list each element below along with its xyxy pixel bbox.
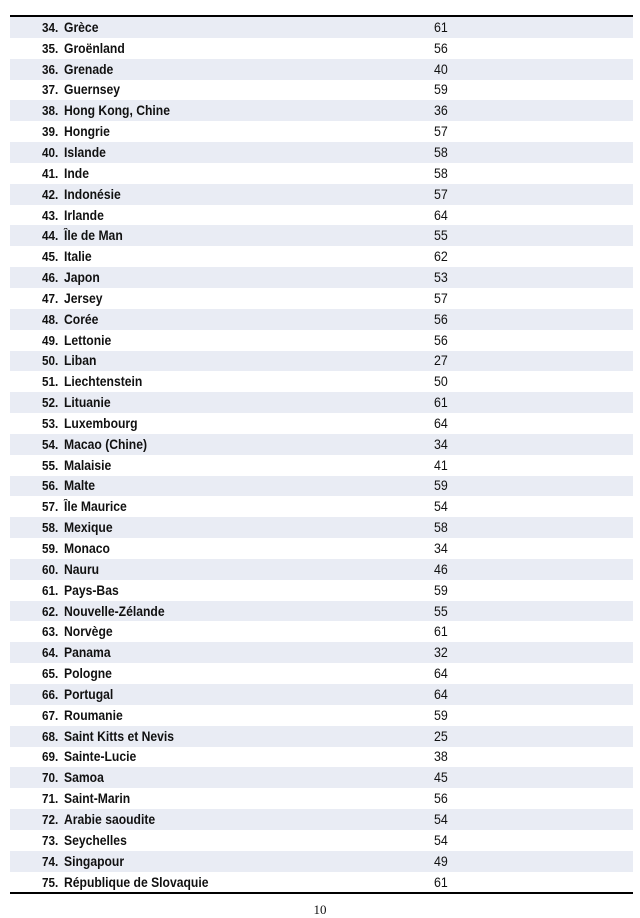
table-row [10, 788, 633, 809]
country-name: Grenade [64, 61, 114, 77]
score-value: 55 [434, 603, 448, 619]
country-name: Malaisie [64, 457, 112, 473]
page-number: 10 [313, 902, 327, 917]
score-value: 38 [434, 749, 448, 765]
country-name: Malte [64, 478, 96, 494]
table-row [10, 100, 633, 121]
score-value: 57 [434, 124, 448, 140]
country-name: Monaco [64, 541, 110, 557]
country-name: Hong Kong, Chine [64, 103, 170, 119]
table-row [10, 246, 633, 267]
country-name: Samoa [64, 770, 104, 786]
country-name: Groënland [64, 40, 125, 56]
table-row [10, 371, 633, 392]
table-row [10, 38, 633, 59]
table-row [10, 517, 633, 538]
rank-number: 66. [42, 686, 59, 702]
score-value: 54 [434, 811, 448, 827]
country-name: Roumanie [64, 707, 123, 723]
country-name: Grèce [64, 19, 99, 35]
rank-number: 38. [42, 103, 59, 119]
rank-number: 75. [42, 874, 59, 890]
country-name: Liechtenstein [64, 374, 143, 390]
country-name: Pays-Bas [64, 582, 119, 598]
rank-number: 34. [42, 19, 59, 35]
country-name: Saint-Marin [64, 791, 131, 807]
score-value: 64 [434, 686, 448, 702]
score-value: 64 [434, 207, 448, 223]
rank-number: 57. [42, 499, 59, 515]
score-value: 59 [434, 582, 448, 598]
rank-number: 39. [42, 124, 59, 140]
table-row [10, 17, 633, 38]
rank-number: 51. [42, 374, 59, 390]
rank-number: 63. [42, 624, 59, 640]
country-name: Panama [64, 645, 111, 661]
score-value: 62 [434, 249, 448, 265]
table-row [10, 705, 633, 726]
score-value: 57 [434, 186, 448, 202]
rank-number: 45. [42, 249, 59, 265]
country-name: Île Maurice [64, 499, 127, 515]
rank-number: 54. [42, 436, 59, 452]
score-value: 64 [434, 666, 448, 682]
score-value: 50 [434, 374, 448, 390]
score-value: 58 [434, 165, 448, 181]
country-name: Nouvelle-Zélande [64, 603, 165, 619]
country-name: Pologne [64, 666, 112, 682]
rank-number: 44. [42, 228, 59, 244]
rank-number: 43. [42, 207, 59, 223]
score-value: 45 [434, 770, 448, 786]
score-value: 58 [434, 520, 448, 536]
rank-number: 73. [42, 832, 59, 848]
table-row [10, 288, 633, 309]
table-row [10, 330, 633, 351]
rank-number: 50. [42, 353, 59, 369]
country-name: Norvège [64, 624, 113, 640]
country-name: Saint Kitts et Nevis [64, 728, 175, 744]
table-row [10, 80, 633, 101]
table-row [10, 413, 633, 434]
rank-number: 59. [42, 541, 59, 557]
score-value: 57 [434, 290, 448, 306]
score-value: 40 [434, 61, 448, 77]
country-name: Indonésie [64, 186, 121, 202]
table-row [10, 830, 633, 851]
rank-number: 49. [42, 332, 59, 348]
rank-number: 47. [42, 290, 59, 306]
score-value: 36 [434, 103, 448, 119]
rank-number: 69. [42, 749, 59, 765]
table-row [10, 726, 633, 747]
table-row [10, 267, 633, 288]
rank-number: 40. [42, 144, 59, 160]
score-value: 34 [434, 436, 448, 452]
score-value: 54 [434, 499, 448, 515]
rank-number: 58. [42, 520, 59, 536]
rank-number: 35. [42, 40, 59, 56]
rank-number: 41. [42, 165, 59, 181]
rank-number: 64. [42, 645, 59, 661]
country-name: Lettonie [64, 332, 112, 348]
country-name: Seychelles [64, 832, 127, 848]
table-row [10, 205, 633, 226]
table-row [10, 872, 633, 893]
rank-number: 48. [42, 311, 59, 327]
rank-number: 37. [42, 82, 59, 98]
country-name: Portugal [64, 686, 114, 702]
score-value: 56 [434, 40, 448, 56]
country-name: Macao (Chine) [64, 436, 148, 452]
country-score-table [10, 15, 633, 894]
country-name: Arabie saoudite [64, 811, 156, 827]
score-value: 61 [434, 395, 448, 411]
score-value: 54 [434, 832, 448, 848]
score-value: 32 [434, 645, 448, 661]
rank-number: 62. [42, 603, 59, 619]
rank-number: 52. [42, 395, 59, 411]
score-value: 56 [434, 332, 448, 348]
table-row [10, 538, 633, 559]
score-value: 41 [434, 457, 448, 473]
table-row [10, 184, 633, 205]
table-row [10, 392, 633, 413]
country-name: République de Slovaquie [64, 874, 209, 890]
table-row [10, 309, 633, 330]
table-row [10, 163, 633, 184]
table-row [10, 601, 633, 622]
country-name: Île de Man [64, 228, 123, 244]
score-value: 59 [434, 82, 448, 98]
rank-number: 56. [42, 478, 59, 494]
score-value: 61 [434, 624, 448, 640]
rank-number: 53. [42, 415, 59, 431]
score-value: 25 [434, 728, 448, 744]
rank-number: 55. [42, 457, 59, 473]
score-value: 49 [434, 853, 448, 869]
table-row [10, 809, 633, 830]
table-row [10, 747, 633, 768]
table-row [10, 142, 633, 163]
rank-number: 61. [42, 582, 59, 598]
rank-number: 36. [42, 61, 59, 77]
score-value: 56 [434, 311, 448, 327]
score-value: 56 [434, 791, 448, 807]
country-name: Mexique [64, 520, 113, 536]
country-name: Jersey [64, 290, 103, 306]
table-row [10, 580, 633, 601]
country-name: Japon [64, 270, 100, 286]
score-value: 34 [434, 541, 448, 557]
country-name: Nauru [64, 561, 100, 577]
country-name: Inde [64, 165, 89, 181]
table-row [10, 663, 633, 684]
rank-number: 65. [42, 666, 59, 682]
table-row [10, 621, 633, 642]
table-row [10, 434, 633, 455]
country-name: Irlande [64, 207, 104, 223]
rank-number: 70. [42, 770, 59, 786]
score-value: 53 [434, 270, 448, 286]
table-row [10, 684, 633, 705]
score-value: 59 [434, 478, 448, 494]
table-row [10, 496, 633, 517]
table-row [10, 225, 633, 246]
rank-number: 42. [42, 186, 59, 202]
country-name: Singapour [64, 853, 125, 869]
table-row [10, 476, 633, 497]
score-value: 64 [434, 415, 448, 431]
score-value: 55 [434, 228, 448, 244]
score-value: 59 [434, 707, 448, 723]
country-name: Lituanie [64, 395, 111, 411]
table-row [10, 851, 633, 872]
table-row [10, 559, 633, 580]
country-name: Guernsey [64, 82, 121, 98]
table-row [10, 59, 633, 80]
rank-number: 60. [42, 561, 59, 577]
score-value: 61 [434, 19, 448, 35]
country-name: Corée [64, 311, 99, 327]
score-value: 46 [434, 561, 448, 577]
country-name: Luxembourg [64, 415, 138, 431]
country-name: Sainte-Lucie [64, 749, 137, 765]
score-value: 61 [434, 874, 448, 890]
score-value: 58 [434, 144, 448, 160]
rank-number: 68. [42, 728, 59, 744]
table-row [10, 767, 633, 788]
score-value: 27 [434, 353, 448, 369]
table-row [10, 351, 633, 372]
table-row [10, 642, 633, 663]
country-name: Hongrie [64, 124, 110, 140]
country-name: Liban [64, 353, 97, 369]
table-row [10, 121, 633, 142]
rank-number: 46. [42, 270, 59, 286]
table-row [10, 455, 633, 476]
rank-number: 74. [42, 853, 59, 869]
rank-number: 67. [42, 707, 59, 723]
country-name: Italie [64, 249, 92, 265]
country-name: Islande [64, 144, 106, 160]
rank-number: 71. [42, 791, 59, 807]
rank-number: 72. [42, 811, 59, 827]
